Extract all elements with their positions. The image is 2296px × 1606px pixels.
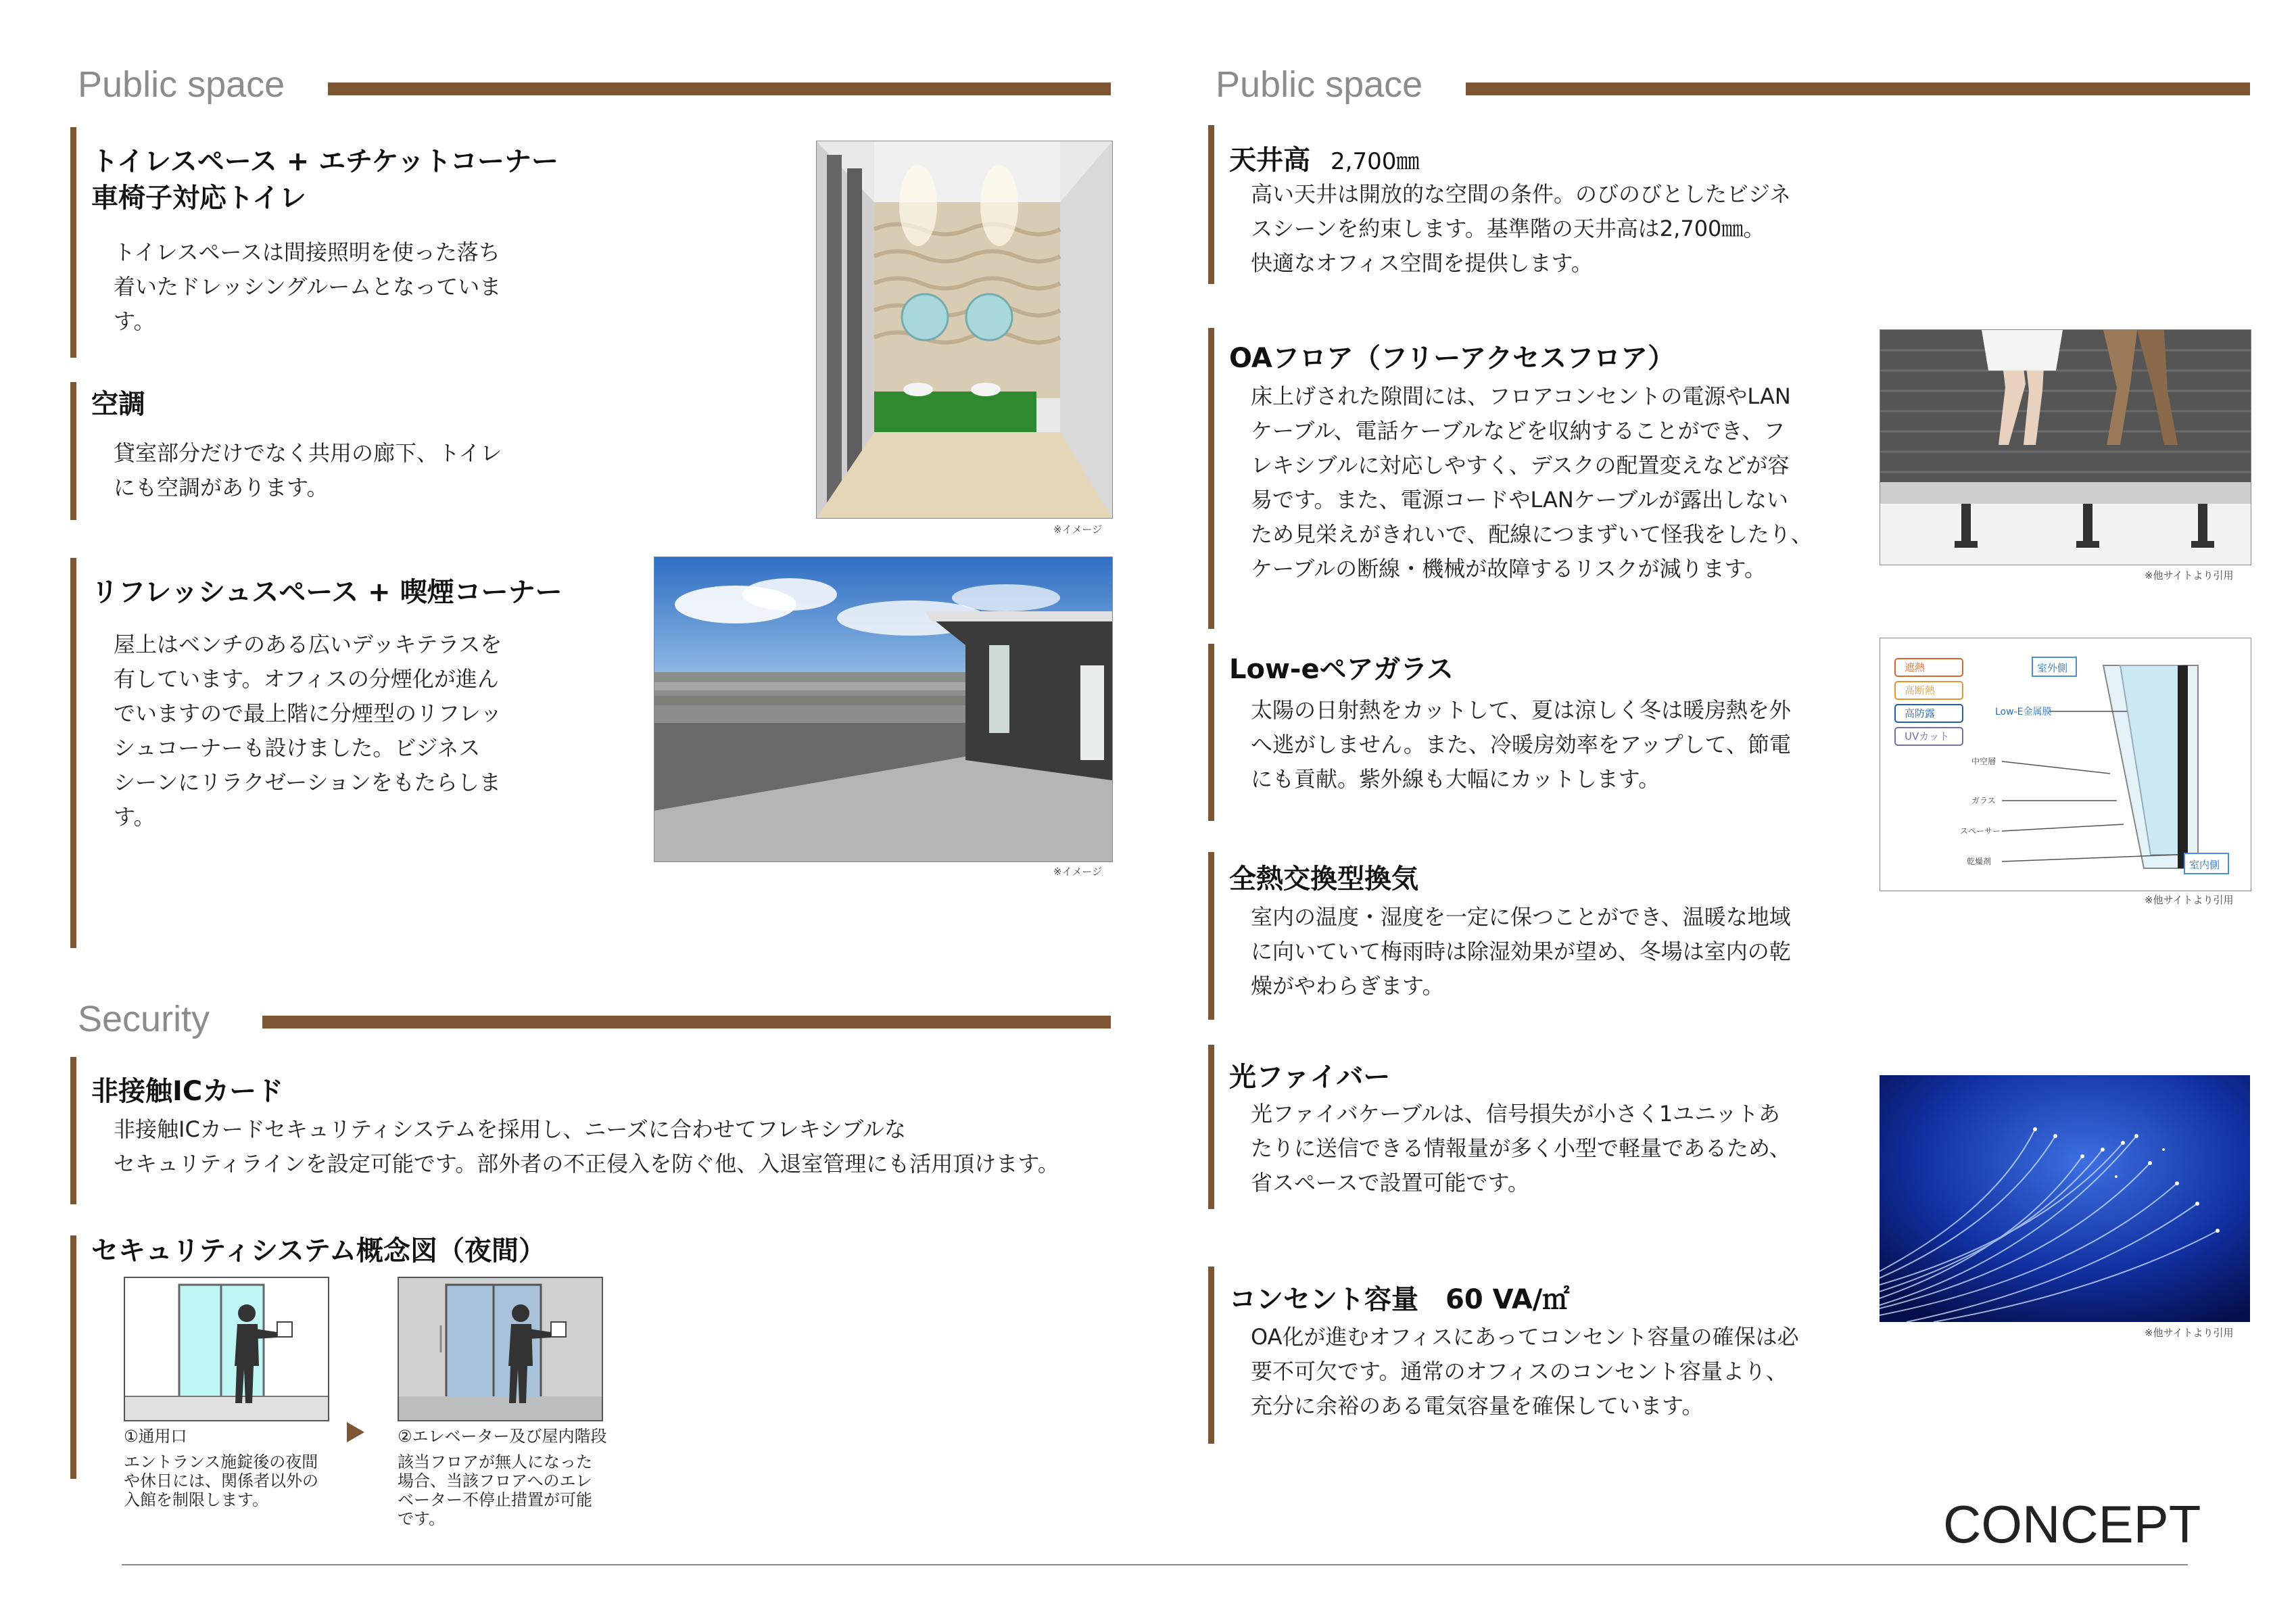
badge-uv-cut: UVカット (1905, 730, 1950, 742)
toilet-image-note: ※イメージ (1053, 523, 1103, 536)
fiber-image-note: ※他サイトより引用 (2145, 1327, 2234, 1339)
ceiling-body-line3: 快適なオフィス空間を提供します。 (1251, 250, 1593, 276)
lowe-body-line1: 太陽の日射熱をカットして、夏は涼しく冬は暖房熱を外 (1251, 697, 1792, 723)
toilet-body-line3: す。 (114, 308, 156, 334)
fiber-body-line2: たりに送信できる情報量が多く小型で軽量であるため、 (1251, 1135, 1791, 1161)
refresh-body-line6: す。 (114, 804, 156, 830)
aircon-heading: 空調 (91, 389, 145, 420)
fiber-body-line1: 光ファイバケーブルは、信号損失が小さく1ユニットあ (1251, 1101, 1780, 1127)
iccard-heading: 非接触ICカード (91, 1076, 284, 1107)
fiber-body-line3: 省スペースで設置可能です。 (1251, 1170, 1529, 1196)
section-accent-bar (70, 558, 76, 948)
step2-line1: 該当フロアが無人になった (398, 1453, 592, 1471)
low-e-image-note: ※他サイトより引用 (2145, 894, 2234, 906)
ceiling-heading (1229, 142, 1419, 180)
refresh-body-line1: 屋上はベンチのある広いデッキテラスを (114, 632, 502, 657)
outlet-body-line3: 充分に余裕のある電気容量を確保しています。 (1251, 1393, 1704, 1419)
low-e-glass-diagram (1880, 638, 2251, 891)
step2-line2: 場合、当該フロアへのエレ (398, 1471, 592, 1490)
step1-line3: 入館を制限します。 (124, 1490, 269, 1509)
outlet-body-line2: 要不可欠です。通常のオフィスのコンセント容量より、 (1251, 1359, 1788, 1384)
left-section-title-public-space: Public space (78, 64, 285, 105)
refresh-body-line2: 有しています。オフィスの分煙化が進ん (114, 666, 499, 692)
refresh-body-line3: でいますので最上階に分煙型のリフレッ (114, 701, 502, 726)
badge-anti-condensation: 高防露 (1905, 707, 1936, 719)
entrance-diagram (124, 1277, 329, 1421)
refresh-heading: リフレッシュスペース + 喫煙コーナー (91, 577, 563, 608)
aircon-body-line1: 貸室部分だけでなく共用の廊下、トイレ (114, 440, 502, 466)
toilet-body-line2: 着いたドレッシングルームとなっていま (114, 274, 502, 300)
step-arrow-icon (347, 1422, 364, 1442)
rooftop-terrace-image (654, 557, 1113, 862)
outlet-heading: コンセント容量 60 VA/㎡ (1229, 1284, 1570, 1315)
oafloor-body-line4: 易です。また、電源コードやLANケーブルが露出しない (1251, 487, 1788, 513)
oafloor-body-line1: 床上げされた隙間には、フロアコンセントの電源やLAN (1251, 383, 1791, 409)
ceiling-heading-text: 天井高 (1229, 145, 1310, 176)
outlet-body-line1: OA化が進むオフィスにあってコンセント容量の確保は必 (1251, 1324, 1799, 1350)
security-section-title: Security (78, 999, 210, 1039)
spacer-label: スペーサー (1960, 826, 2001, 836)
toilet-heading-line2: 車椅子対応トイレ (91, 183, 306, 214)
refresh-body-line4: シュコーナーも設けました。ビジネス (114, 735, 481, 761)
lowe-body-line2: へ逃がしません。また、冷暖房効率をアップして、節電 (1251, 732, 1792, 757)
lowe-heading: Low-eペアガラス (1229, 654, 1454, 685)
fiber-heading: 光ファイバー (1229, 1062, 1391, 1093)
step1-line1: エントランス施錠後の夜間 (124, 1453, 318, 1471)
toilet-body-line1: トイレスペースは間接照明を使った落ち (114, 239, 500, 265)
ceiling-body-line1: 高い天井は開放的な空間の条件。のびのびとしたビジネ (1251, 181, 1792, 207)
concept-label: CONCEPT (1943, 1494, 2201, 1554)
step1-line2: や休日には、関係者以外の (124, 1471, 318, 1490)
iccard-body-line1: 非接触ICカードセキュリティシステムを採用し、ニーズに合わせてフレキシブルな (114, 1116, 906, 1142)
rooftop-image-note: ※イメージ (1053, 866, 1103, 878)
outside-label: 室外側 (2037, 662, 2068, 674)
desiccant-label: 乾燥剤 (1967, 857, 1992, 866)
ventilation-body-line3: 燥がやわらぎます。 (1251, 973, 1444, 999)
section-accent-bar (1208, 328, 1214, 629)
ceiling-heading-value: 2,700㎜ (1331, 148, 1420, 175)
hollow-layer-label: 中空層 (1971, 757, 1996, 766)
oafloor-body-line5: ため見栄えがきれいで、配線につまずいて怪我をしたり、 (1251, 521, 1813, 547)
step1-label: ①通用口 (124, 1427, 187, 1446)
optical-fiber-image (1880, 1075, 2250, 1322)
oa-floor-image-note: ※他サイトより引用 (2145, 569, 2234, 582)
oafloor-heading: OAフロア（フリーアクセスフロア） (1229, 343, 1675, 374)
section-accent-bar (1208, 1045, 1214, 1209)
oafloor-body-line6: ケーブルの断線・機械が故障するリスクが減ります。 (1251, 556, 1766, 582)
security-diagram-heading: セキュリティシステム概念図（夜間） (91, 1235, 546, 1267)
step2-line4: です。 (398, 1509, 446, 1528)
section-rule (1466, 82, 2250, 95)
toilet-image (816, 141, 1113, 519)
section-accent-bar (1208, 1267, 1214, 1444)
refresh-body-line5: シーンにリラクゼーションをもたらしま (114, 770, 501, 795)
aircon-body-line2: にも空調があります。 (114, 475, 329, 500)
section-accent-bar (70, 1057, 76, 1204)
step2-label: ②エレベーター及び屋内階段 (398, 1427, 607, 1446)
oafloor-body-line2: ケーブル、電話ケーブルなどを収納することができ、フ (1251, 418, 1786, 444)
section-accent-bar (1208, 644, 1214, 821)
ventilation-heading: 全熱交換型換気 (1229, 864, 1418, 895)
section-accent-bar (1208, 852, 1214, 1020)
badge-heat-shield: 遮熱 (1905, 661, 1926, 674)
section-accent-bar (70, 127, 76, 358)
section-accent-bar (70, 1235, 76, 1479)
oa-floor-image (1880, 329, 2251, 565)
elevator-diagram (398, 1277, 603, 1421)
ceiling-body-line2: スシーンを約束します。基準階の天井高は2,700㎜。 (1251, 216, 1765, 241)
inside-label: 室内側 (2189, 859, 2220, 871)
glass-label: ガラス (1971, 796, 1996, 805)
section-accent-bar (70, 382, 76, 520)
footer-rule (122, 1564, 2188, 1565)
section-rule (328, 82, 1111, 95)
ventilation-body-line1: 室内の温度・湿度を一定に保つことができ、温暖な地域 (1251, 904, 1791, 930)
section-rule (262, 1016, 1111, 1029)
lowe-body-line3: にも貢献。紫外線も大幅にカットします。 (1251, 766, 1660, 792)
section-accent-bar (1208, 125, 1214, 284)
iccard-body-line2: セキュリティラインを設定可能です。部外者の不正侵入を防ぐ他、入退室管理にも活用頂けます。 (114, 1151, 1059, 1177)
metal-film-label: Low-E金属膜 (1995, 707, 2052, 717)
badge-insulation: 高断熱 (1905, 684, 1936, 696)
step2-line3: ベーター不停止措置が可能 (398, 1490, 592, 1509)
right-section-title-public-space: Public space (1216, 64, 1423, 105)
toilet-heading-line1: トイレスペース + エチケットコーナー (91, 146, 558, 177)
ventilation-body-line2: に向いていて梅雨時は除湿効果が望め、冬場は室内の乾 (1251, 939, 1791, 964)
oafloor-body-line3: レキシブルに対応しやすく、デスクの配置変えなどが容 (1251, 452, 1790, 478)
